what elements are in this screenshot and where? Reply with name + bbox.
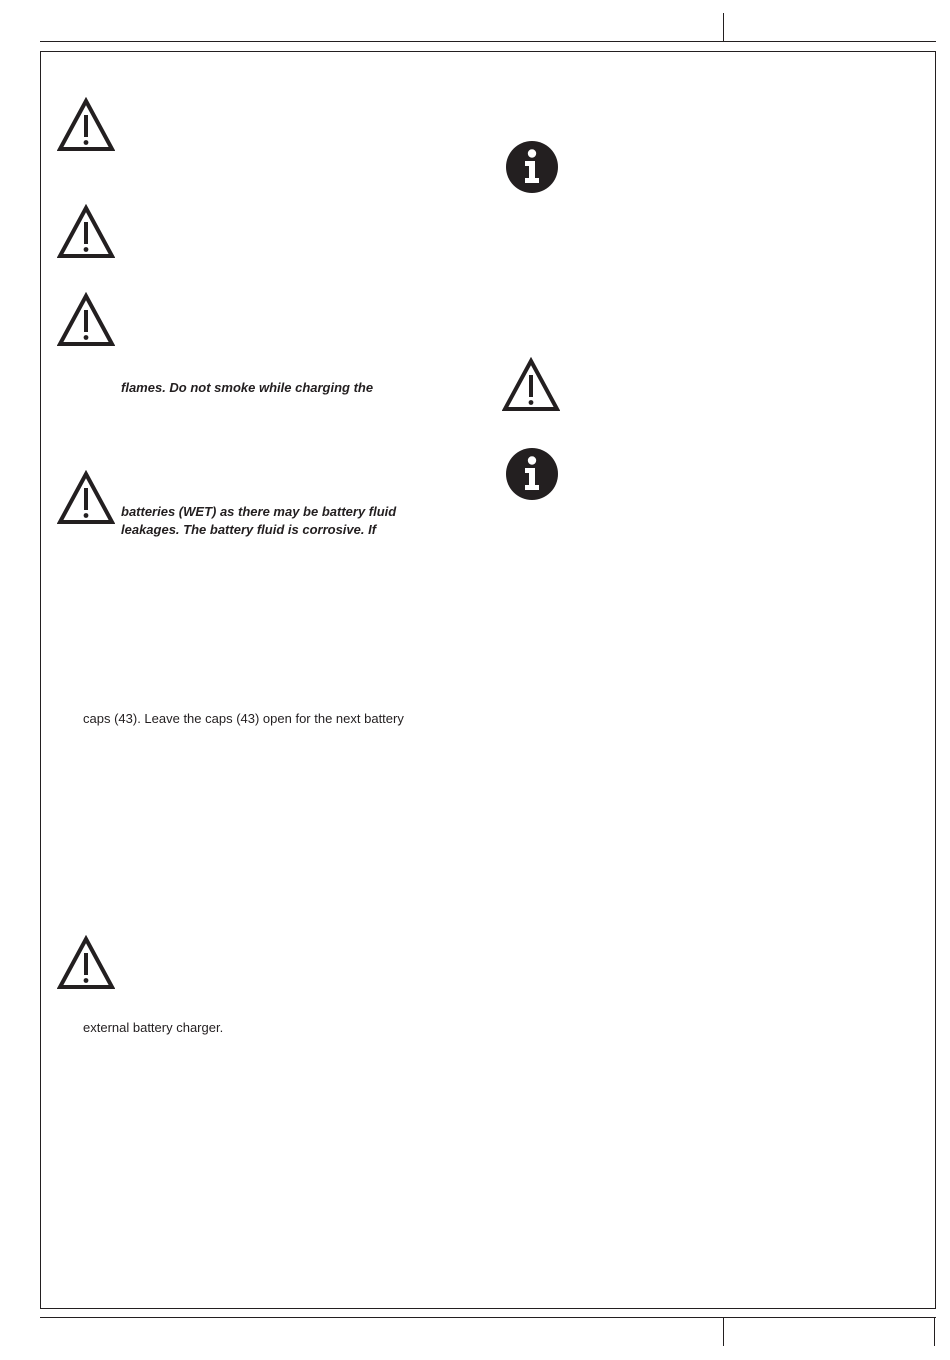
warning-triangle-icon <box>502 357 560 412</box>
warning-triangle-icon <box>57 935 115 990</box>
warning-triangle-icon <box>57 204 115 259</box>
footer-tab-divider <box>723 1317 724 1346</box>
footer-right-edge <box>934 1317 935 1346</box>
content-frame <box>40 51 936 1309</box>
info-circle-icon <box>505 447 559 501</box>
header-rule <box>40 41 936 42</box>
external-charger-text: external battery charger. <box>83 1020 224 1035</box>
warning-triangle-icon <box>57 97 115 152</box>
warning-triangle-icon <box>57 292 115 347</box>
caps-instruction-text: caps (43). Leave the caps (43) open for the next battery <box>83 711 404 726</box>
header-tab-divider <box>723 13 724 42</box>
footer-rule <box>40 1317 936 1318</box>
warning-wet-batteries-text-line-1: batteries (WET) as there may be battery fluid <box>121 504 397 519</box>
warning-triangle-icon <box>57 470 115 525</box>
warning-wet-batteries-text-line-2: leakages. The battery fluid is corrosive. If <box>121 522 377 537</box>
warning-charging-text: flames. Do not smoke while charging the <box>121 380 374 395</box>
info-circle-icon <box>505 140 559 194</box>
